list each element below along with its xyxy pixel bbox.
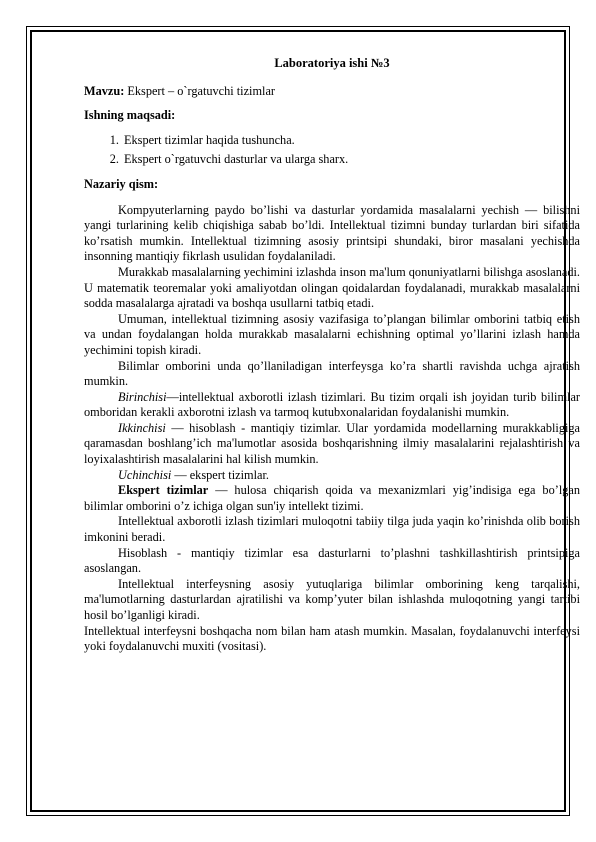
paragraph: Umuman, intellektual tizimning asosiy vazifasiga to’plangan bilimlar omborini tatbiq etish va undan foydalangan holda murakkab masalalarni echishning optimal yo’llarini izlash hamda yechimini topish kiradi. [84, 311, 580, 357]
paragraph [84, 468, 580, 484]
paragraph-text: — ekspert tizimlar. [171, 467, 269, 482]
paragraph [84, 421, 580, 468]
paragraph-text: — hisoblash - mantiqiy tizimlar. Ular yordamida modellarning murakkabligiga qaramasdan boshlang’ich ma'lumotlar asosida boshqarishning ilmiy masalalarini rejalashtirish va loyixalashtirish masalalarini hal kilish mumkin. [84, 420, 580, 467]
paragraph-text: —intellektual axborotli izlash tizimlari. Bu tizim orqali ish joyidan turib bilimlar omboridan kerakli axborotni izlash va tarmoq kutubxonalaridan foydalanishi mumkin. [84, 389, 580, 420]
goal-item: 1. Ekspert tizimlar haqida tushuncha. [122, 133, 580, 149]
document-body [84, 56, 580, 655]
goal-list [84, 133, 580, 168]
topic-line [84, 84, 580, 100]
paragraph: Intellektual interfeysni boshqacha nom bilan ham atash mumkin. Masalan, foydalanuvchi interfeysi yoki foydalanuvchi muxiti (vositasi). [84, 623, 580, 654]
theory-heading: Nazariy qism: [84, 176, 159, 191]
topic-value: Ekspert – o`rgatuvchi tizimlar [124, 83, 276, 98]
term-first: Birinchisi [118, 389, 167, 404]
paragraph [84, 483, 580, 514]
paragraph: Bilimlar omborini unda qo’llaniladigan interfeysga ko’ra shartli ravishda uchga ajratish mumkin. [84, 358, 580, 389]
paragraph: Hisoblash - mantiqiy tizimlar esa dasturlarni to’plashni tashkillashtirish printsipiga asoslangan. [84, 545, 580, 576]
document-title: Laboratoriya ishi №3 [274, 56, 390, 70]
topic-label: Mavzu: [84, 83, 125, 98]
goal-item: 2. Ekspert o`rgatuvchi dasturlar va ularga sharx. [122, 152, 580, 168]
paragraph: Intellektual axborotli izlash tizimlari muloqotni tabiiy tilga juda yaqin ko’rinishda olib borish imkonini beradi. [84, 514, 580, 545]
goal-heading: Ishning maqsadi: [84, 108, 176, 123]
paragraph [84, 390, 580, 421]
term-expert-systems: Ekspert tizimlar [118, 483, 209, 498]
paragraph: Kompyuterlarning paydo bo’lishi va dasturlar yordamida masalalarni yechish — bilishni yangi turlarining kelib chiqishiga sabab bo’ldi. Intellektual tizimni bunday turlardan biri sifatida ko’rsatish mumkin. Intellektual tizimning asosiy printsipi shundaki, biror masalani yechishda insonning mantiqiy fikrlash usulidan foydalaniladi. [84, 202, 580, 264]
term-second: Ikkinchisi [118, 420, 166, 435]
paragraph: Intellektual interfeysning asosiy yutuqlariga bilimlar omborining keng tarqalishi, ma'lumotlarning dasturlardan ajratilishi va komp’yuter bilan ishlashda muloqotning yangi tartibi hosil bo’lganligi kiradi. [84, 576, 580, 622]
paragraph: Murakkab masalalarning yechimini izlashda inson ma'lum qonuniyatlarni bilishga asoslanadi. U matematik teoremalar yoki amaliyotdan olingan qoidalardan foydalanadi, murakkab masalalarni sodda masalalarga ajratadi va boshqa usullarni tatbiq etadi. [84, 264, 580, 311]
paragraph-text: — hulosa chiqarish qoida va mexanizmlari yig’indisiga ega bo’lgan bilimlar omborini o’z ichiga olgan sun'iy intellekt tizimi. [84, 483, 580, 513]
term-third: Uchinchisi [118, 467, 172, 482]
